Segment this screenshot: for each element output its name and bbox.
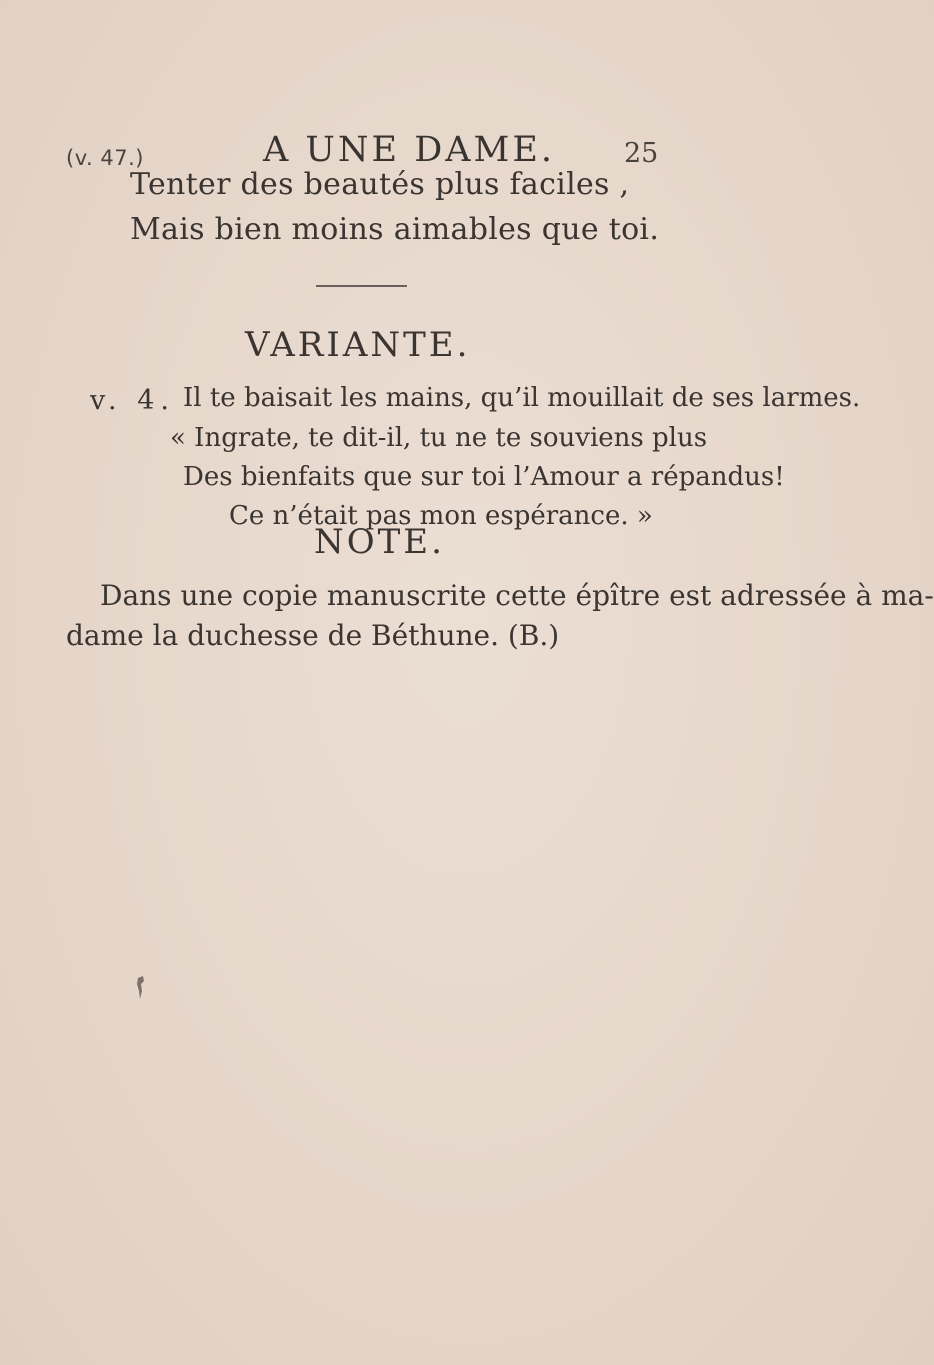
note-line-2: dame la duchesse de Béthune. (B.) — [66, 619, 560, 652]
verse-line-2: Mais bien moins aimables que toi. — [130, 212, 660, 247]
variante-line-4: Ce n’était pas mon espérance. » — [229, 501, 653, 531]
variante-line-2: « Ingrate, te dit-il, tu ne te souviens plus — [170, 423, 708, 453]
note-heading: NOTE. — [314, 522, 445, 562]
variante-verse-number: v. 4. — [90, 385, 175, 416]
page-number: 25 — [624, 138, 659, 169]
variante-line-3: Des bienfaits que sur toi l’Amour a répandus! — [183, 462, 785, 492]
verse-line-1: Tenter des beautés plus faciles , — [130, 167, 630, 202]
running-title: A UNE DAME. — [263, 130, 556, 170]
variante-line-1: Il te baisait les mains, qu’il mouillait de ses larmes. — [183, 383, 861, 413]
verse-reference: (v. 47.) — [66, 146, 144, 170]
note-line-1: Dans une copie manuscrite cette épître est adressée à ma- — [100, 579, 934, 612]
ink-speck — [136, 975, 145, 1001]
section-divider — [316, 285, 407, 287]
variante-heading: VARIANTE. — [245, 325, 471, 365]
